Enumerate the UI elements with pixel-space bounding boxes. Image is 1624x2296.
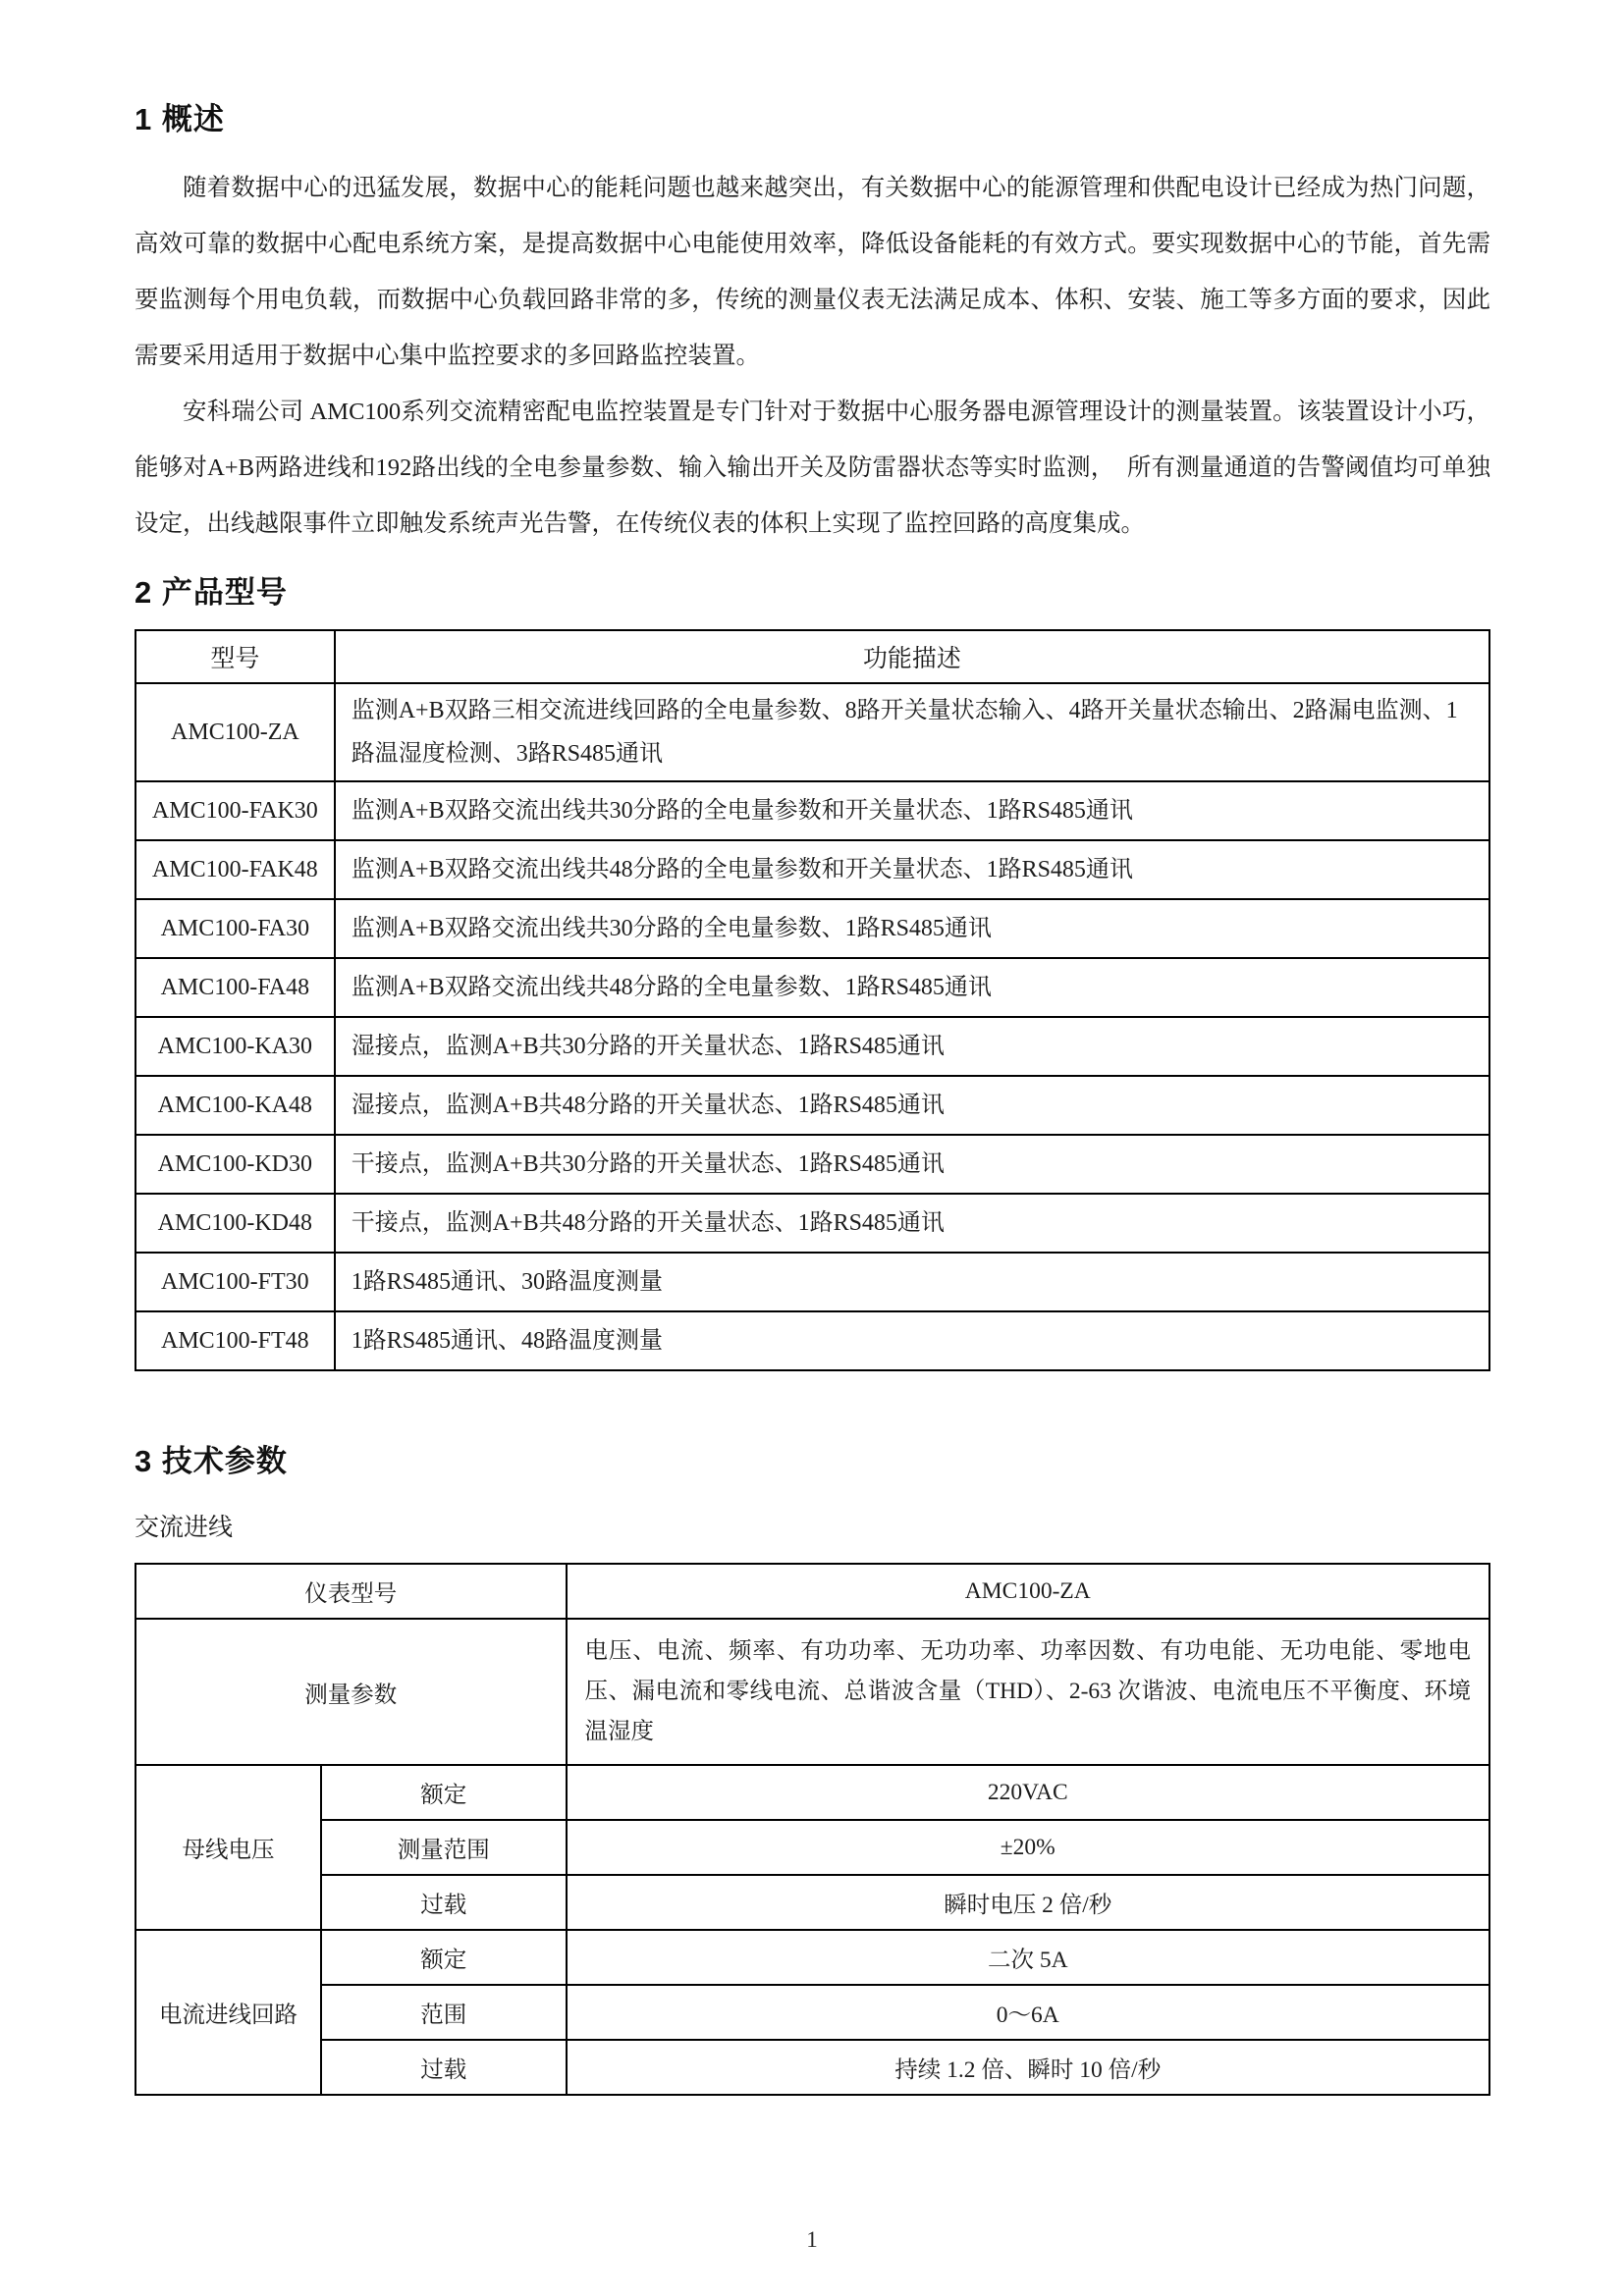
model-cell: AMC100-KA48 xyxy=(135,1076,335,1135)
model-cell: AMC100-KA30 xyxy=(135,1017,335,1076)
technical-parameters-table xyxy=(135,1563,1490,2096)
section-1-heading: 1 概述 xyxy=(135,102,225,136)
table-row xyxy=(135,1135,1489,1194)
table-row xyxy=(135,840,1489,899)
table-row xyxy=(135,958,1489,1017)
product-model-table xyxy=(135,629,1490,1371)
model-cell: AMC100-FA48 xyxy=(135,958,335,1017)
desc-cell: 湿接点，监测A+B共48分路的开关量状态、1路RS485通讯 xyxy=(335,1076,1489,1135)
desc-cell: 监测A+B双路交流出线共48分路的全电量参数、1路RS485通讯 xyxy=(335,958,1489,1017)
model-column-header: 型号 xyxy=(135,630,335,683)
table-row xyxy=(135,1194,1489,1253)
table-row xyxy=(135,1820,1489,1875)
page-number: 1 xyxy=(806,2227,818,2252)
desc-cell: 干接点，监测A+B共48分路的开关量状态、1路RS485通讯 xyxy=(335,1194,1489,1253)
value-cell: 二次 5A xyxy=(567,1930,1489,1985)
desc-cell: 监测A+B双路交流出线共30分路的全电量参数、1路RS485通讯 xyxy=(335,899,1489,958)
table-header-row xyxy=(135,630,1489,683)
measurement-params-value: 电压、电流、频率、有功功率、无功功率、功率因数、有功电能、无功电能、零地电压、漏电流和零线电流、总谐波含量（THD）、2-63 次谐波、电流电压不平衡度、环境温湿度 xyxy=(567,1619,1489,1765)
desc-cell: 监测A+B双路交流出线共48分路的全电量参数和开关量状态、1路RS485通讯 xyxy=(335,840,1489,899)
desc-cell: 干接点，监测A+B共30分路的开关量状态、1路RS485通讯 xyxy=(335,1135,1489,1194)
model-cell: AMC100-KD48 xyxy=(135,1194,335,1253)
table-row xyxy=(135,1311,1489,1370)
value-cell: 瞬时电压 2 倍/秒 xyxy=(567,1875,1489,1930)
table-row xyxy=(135,781,1489,840)
model-cell: AMC100-FAK48 xyxy=(135,840,335,899)
table-row xyxy=(135,1619,1489,1765)
table-row xyxy=(135,1985,1489,2040)
model-cell: AMC100-FAK30 xyxy=(135,781,335,840)
table-row xyxy=(135,1930,1489,1985)
overview-paragraph-2: 安科瑞公司 AMC100系列交流精密配电监控装置是专门针对于数据中心服务器电源管理设计的测量装置。该装置设计小巧，能够对A+B两路进线和192路出线的全电参量参数、输入输出开关及防雷器状态等实时监测， 所有测量通道的告警阈值均可单独设定，出线越限事件立即触发系统声光告警，在传统仪表的体积上实现了监控回路的高度集成。 xyxy=(135,399,1490,537)
section-2-heading: 2 产品型号 xyxy=(135,575,288,610)
desc-cell: 1路RS485通讯、30路温度测量 xyxy=(335,1253,1489,1311)
document-page xyxy=(135,94,1490,2096)
table-row xyxy=(135,899,1489,958)
desc-cell: 湿接点，监测A+B共30分路的开关量状态、1路RS485通讯 xyxy=(335,1017,1489,1076)
table-row xyxy=(135,1076,1489,1135)
value-cell: 持续 1.2 倍、瞬时 10 倍/秒 xyxy=(567,2040,1489,2095)
value-cell: ±20% xyxy=(567,1820,1489,1875)
meter-model-label: 仪表型号 xyxy=(135,1564,567,1619)
description-column-header: 功能描述 xyxy=(335,630,1489,683)
table-row xyxy=(135,1253,1489,1311)
model-cell: AMC100-FT48 xyxy=(135,1311,335,1370)
desc-cell: 监测A+B双路交流出线共30分路的全电量参数和开关量状态、1路RS485通讯 xyxy=(335,781,1489,840)
value-cell: 0～6A xyxy=(567,1985,1489,2040)
measurement-params-label: 测量参数 xyxy=(135,1619,567,1765)
meter-model-value: AMC100-ZA xyxy=(567,1564,1489,1619)
model-cell: AMC100-ZA xyxy=(135,683,335,781)
sub-label: 额定 xyxy=(321,1930,567,1985)
desc-cell: 1路RS485通讯、48路温度测量 xyxy=(335,1311,1489,1370)
table-row xyxy=(135,1564,1489,1619)
table-row xyxy=(135,2040,1489,2095)
model-cell: AMC100-FA30 xyxy=(135,899,335,958)
sub-label: 过载 xyxy=(321,2040,567,2095)
sub-label: 测量范围 xyxy=(321,1820,567,1875)
value-cell: 220VAC xyxy=(567,1765,1489,1820)
section-3-heading: 3 技术参数 xyxy=(135,1444,288,1478)
overview-paragraph-1: 随着数据中心的迅猛发展，数据中心的能耗问题也越来越突出，有关数据中心的能源管理和供配电设计已经成为热门问题，高效可靠的数据中心配电系统方案，是提高数据中心电能使用效率，降低设备能耗的有效方式。要实现数据中心的节能，首先需要监测每个用电负载，而数据中心负载回路非常的多，传统的测量仪表无法满足成本、体积、安装、施工等多方面的要求，因此需要采用适用于数据中心集中监控要求的多回路监控装置。 xyxy=(135,175,1490,369)
ac-incoming-subheading: 交流进线 xyxy=(135,1515,234,1541)
table-row xyxy=(135,1765,1489,1820)
sub-label: 过载 xyxy=(321,1875,567,1930)
group-label-current-incoming-circuit: 电流进线回路 xyxy=(135,1930,321,2095)
sub-label: 额定 xyxy=(321,1765,567,1820)
table-row xyxy=(135,1875,1489,1930)
table-row xyxy=(135,1017,1489,1076)
model-cell: AMC100-KD30 xyxy=(135,1135,335,1194)
sub-label: 范围 xyxy=(321,1985,567,2040)
table-row xyxy=(135,683,1489,781)
desc-cell: 监测A+B双路三相交流进线回路的全电量参数、8路开关量状态输入、4路开关量状态输出、2路漏电监测、1路温湿度检测、3路RS485通讯 xyxy=(335,683,1489,781)
group-label-bus-voltage: 母线电压 xyxy=(135,1765,321,1930)
model-cell: AMC100-FT30 xyxy=(135,1253,335,1311)
